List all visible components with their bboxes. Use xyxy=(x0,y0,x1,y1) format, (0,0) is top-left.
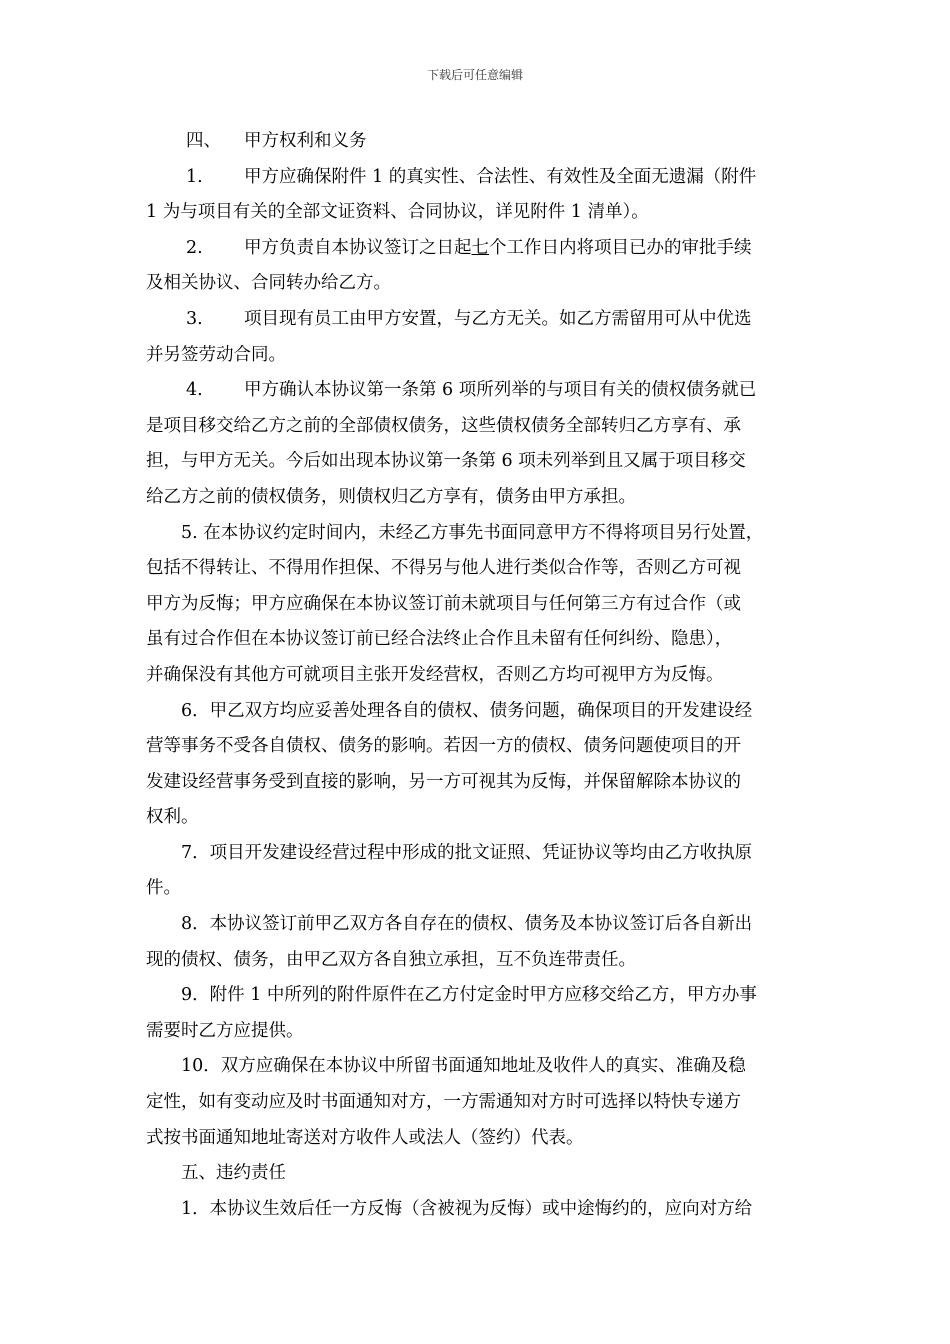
clause-text: 甲方负责自本协议签订之日起 xyxy=(244,237,472,258)
clause-4-6 xyxy=(146,694,806,836)
clause-text: 需要时乙方应提供。 xyxy=(146,1020,304,1041)
clause-text: 定性，如有变动应及时书面通知对方，一方需通知对方时可选择以特快专递方 xyxy=(146,1092,741,1113)
clause-text: 8．本协议签订前甲乙双方各自存在的债权、债务及本协议签订后各自新出 xyxy=(181,914,753,935)
clause-text: 营等事务不受各自债权、债务的影响。若因一方的债权、债务问题使项目的开 xyxy=(146,736,741,757)
section-5-heading: 五、违约责任 xyxy=(181,1163,286,1184)
clause-text: 9．附件 1 中所列的附件原件在乙方付定金时甲方应移交给乙方，甲方办事 xyxy=(181,985,757,1006)
clause-text: 1．本协议生效后任一方反悔（含被视为反悔）或中途悔约的，应向对方给 xyxy=(181,1198,753,1219)
document-body xyxy=(146,124,806,1227)
clause-4-2 xyxy=(146,231,806,302)
clause-text: 10．双方应确保在本协议中所留书面通知地址及收件人的真实、准确及稳 xyxy=(181,1056,746,1077)
clause-text: 给乙方之前的债权债务，则债权归乙方享有，债务由甲方承担。 xyxy=(146,486,636,507)
clause-4-9 xyxy=(146,978,806,1049)
clause-number: 4. xyxy=(186,380,203,401)
clause-text: 权利。 xyxy=(146,807,199,828)
clause-text: 件。 xyxy=(146,878,181,899)
clause-text: 7．项目开发建设经营过程中形成的批文证照、凭证协议等均由乙方收执原 xyxy=(181,842,753,863)
section-title: 甲方权利和义务 xyxy=(244,131,367,151)
clause-text: 6．甲乙双方均应妥善处理各自的债权、债务问题，确保项目的开发建设经 xyxy=(181,700,753,721)
clause-4-7 xyxy=(146,836,806,907)
clause-4-1 xyxy=(146,160,806,231)
clause-text: 5. 在本协议约定时间内，未经乙方事先书面同意甲方不得将项目另行处置， xyxy=(181,522,764,543)
clause-text: 甲方为反悔；甲方应确保在本协议签订前未就项目与任何第三方有过合作（或 xyxy=(146,593,741,614)
clause-text: 包括不得转让、不得用作担保、不得另与他人进行类似合作等，否则乙方可视 xyxy=(146,558,741,579)
clause-text: 及相关协议、合同转办给乙方。 xyxy=(146,273,391,294)
clause-4-5 xyxy=(146,516,806,694)
clause-text: 是项目移交给乙方之前的全部债权债务，这些债权债务全部转归乙方享有、承 xyxy=(146,415,741,436)
clause-number: 1. xyxy=(186,166,203,187)
section-number: 四、 xyxy=(186,131,221,151)
clause-text: 式按书面通知地址寄送对方收件人或法人（签约）代表。 xyxy=(146,1127,584,1148)
section-4-heading xyxy=(146,124,806,160)
underlined-days: 七 xyxy=(471,237,489,258)
clause-4-4 xyxy=(146,373,806,515)
clause-text: 发建设经营事务受到直接的影响，另一方可视其为反悔，并保留解除本协议的 xyxy=(146,771,741,792)
clause-4-3 xyxy=(146,302,806,373)
clause-text: 并确保没有其他方可就项目主张开发经营权，否则乙方均可视甲方为反悔。 xyxy=(146,664,724,685)
clause-text: 1 为与项目有关的全部文证资料、合同协议，详见附件 1 清单）。 xyxy=(146,202,649,223)
clause-text: 并另签劳动合同。 xyxy=(146,344,286,365)
clause-number: 3. xyxy=(186,308,203,329)
clause-number: 2. xyxy=(186,237,203,258)
clause-text: 项目现有员工由甲方安置，与乙方无关。如乙方需留用可从中优选 xyxy=(244,308,752,329)
clause-text: 个工作日内将项目已办的审批手续 xyxy=(489,237,752,258)
clause-4-10 xyxy=(146,1049,806,1156)
clause-4-8 xyxy=(146,907,806,978)
clause-5-1 xyxy=(146,1192,806,1228)
clause-text: 甲方应确保附件 1 的真实性、合法性、有效性及全面无遗漏（附件 xyxy=(244,166,757,187)
clause-text: 担，与甲方无关。今后如出现本协议第一条第 6 项未列举到且又属于项目移交 xyxy=(146,451,746,472)
clause-text: 甲方确认本协议第一条第 6 项所列举的与项目有关的债权债务就已 xyxy=(244,380,757,401)
clause-text: 现的债权、债务，由甲乙双方各自独立承担，互不负连带责任。 xyxy=(146,949,636,970)
page-header: 下载后可任意编辑 xyxy=(426,68,523,82)
clause-text: 虽有过合作但在本协议签订前已经合法终止合作且未留有任何纠纷、隐患）， xyxy=(146,629,733,650)
